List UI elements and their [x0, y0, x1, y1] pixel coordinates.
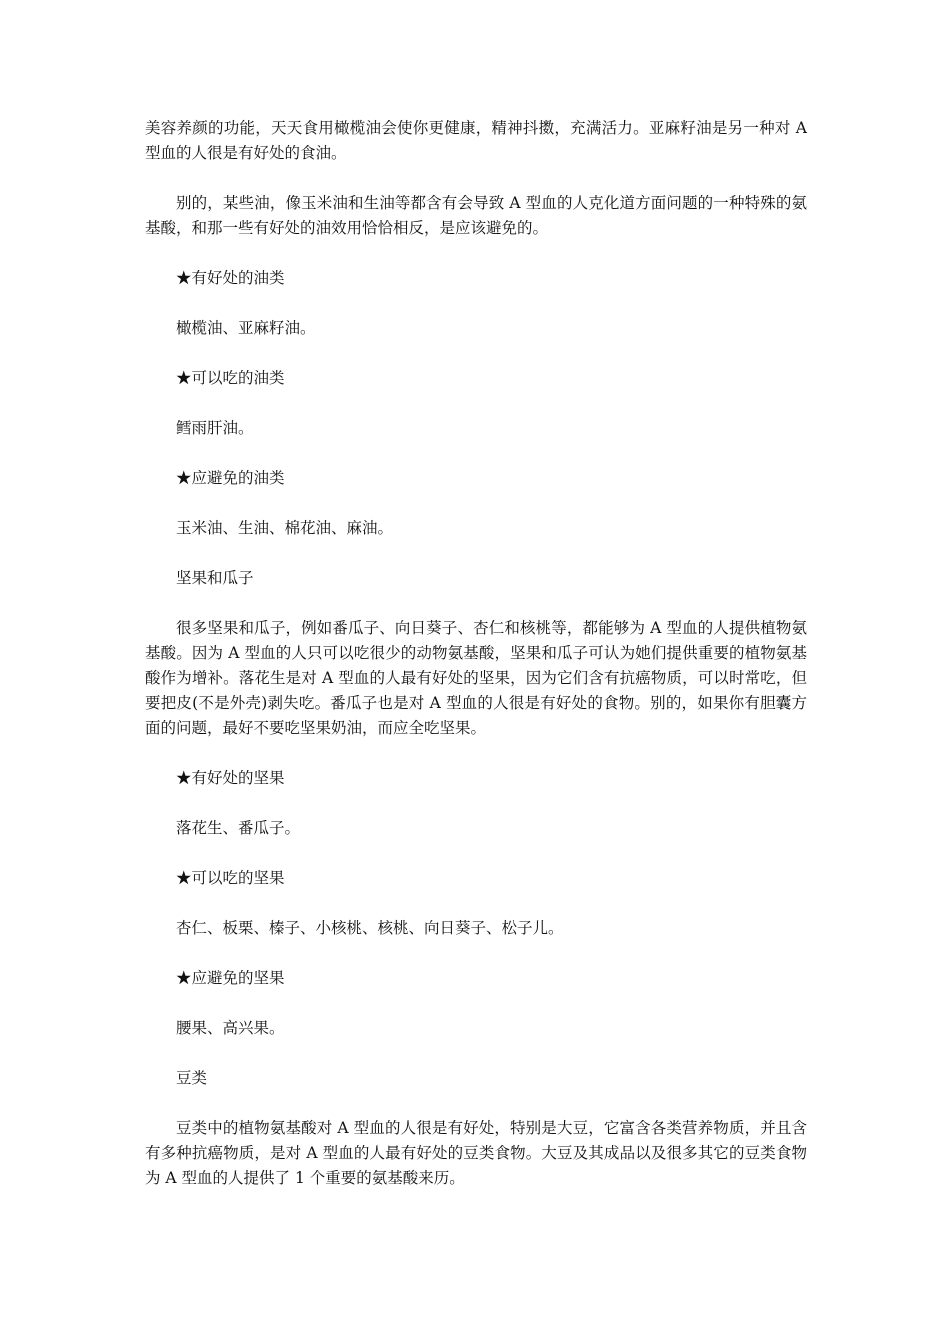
section-title-nuts-seeds: 坚果和瓜子 — [176, 569, 254, 587]
list-avoid-nuts: 腰果、高兴果。 — [176, 1019, 285, 1037]
paragraph-beans: 豆类中的植物氨基酸对 A 型血的人很是有好处，特别是大豆，它富含各类营养物质，并且含有多种抗癌物质，是对 A 型血的人最有好处的豆类食物。大豆及其成品以及很多其它的豆类食物为 A 型血的人提供了 1 个重要的氨基酸来历。 — [145, 1119, 807, 1187]
list-neutral-nuts: 杏仁、板栗、榛子、小核桃、核桃、向日葵子、松子儿。 — [176, 919, 564, 937]
list-beneficial-oils: 橄榄油、亚麻籽油。 — [176, 319, 316, 337]
list-avoid-oils: 玉米油、生油、棉花油、麻油。 — [176, 519, 394, 537]
heading-beneficial-nuts: ★有好处的坚果 — [176, 769, 285, 787]
heading-avoid-oils: ★应避免的油类 — [176, 469, 285, 487]
paragraph-oils-to-avoid-reason: 别的，某些油，像玉米油和生油等都含有会导致 A 型血的人克化道方面问题的一种特殊的氨基酸，和那一些有好处的油效用恰恰相反，是应该避免的。 — [145, 194, 807, 237]
list-beneficial-nuts: 落花生、番瓜子。 — [176, 819, 301, 837]
document-page — [145, 116, 807, 1216]
heading-beneficial-oils: ★有好处的油类 — [176, 269, 285, 287]
heading-neutral-oils: ★可以吃的油类 — [176, 369, 285, 387]
paragraph-nuts-seeds: 很多坚果和瓜子，例如番瓜子、向日葵子、杏仁和核桃等，都能够为 A 型血的人提供植物氨基酸。因为 A 型血的人只可以吃很少的动物氨基酸，坚果和瓜子可认为她们提供重要的植物氨基酸作为增补。落花生是对 A 型血的人最有好处的坚果，因为它们含有抗癌物质，可以时常吃，但要把皮(不是外壳)剥失吃。番瓜子也是对 A 型血的人很是有好处的食物。别的，如果你有胆囊方面的问题，最好不要吃坚果奶油，而应全吃坚果。 — [145, 619, 807, 737]
heading-avoid-nuts: ★应避免的坚果 — [176, 969, 285, 987]
list-neutral-oils: 鳕雨肝油。 — [176, 419, 254, 437]
section-title-beans: 豆类 — [176, 1069, 208, 1087]
heading-neutral-nuts: ★可以吃的坚果 — [176, 869, 285, 887]
paragraph-olive-oil-benefits: 美容养颜的功能，天天食用橄榄油会使你更健康，精神抖擞，充满活力。亚麻籽油是另一种对 A 型血的人很是有好处的食油。 — [145, 119, 807, 162]
